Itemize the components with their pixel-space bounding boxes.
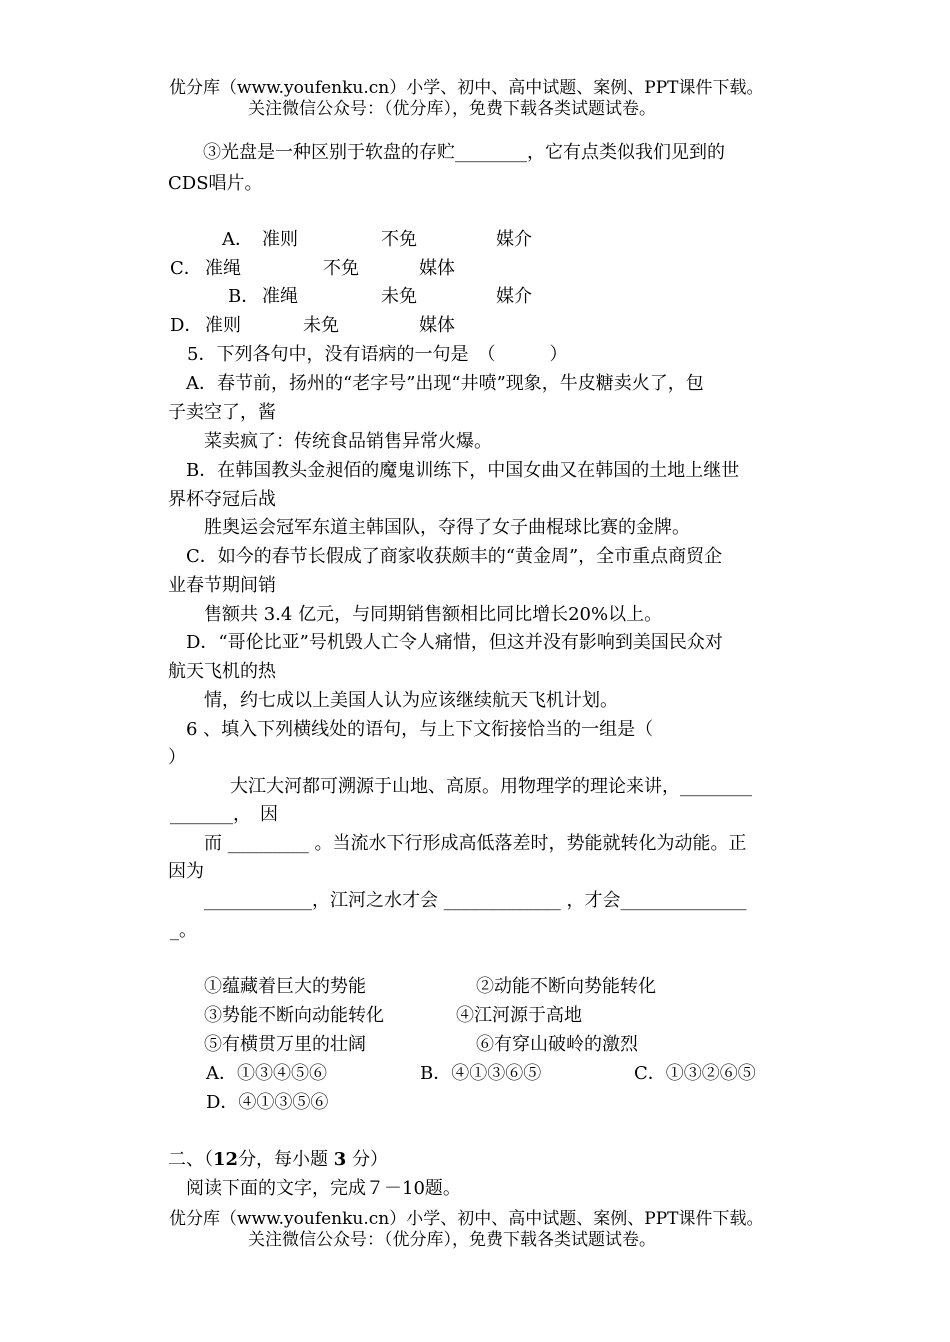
- q4-option-c-letter: C．: [170, 258, 202, 279]
- q6-answer-a: A．①③④⑤⑥: [206, 1063, 327, 1084]
- q6-item-4: ④江河源于高地: [456, 1005, 582, 1026]
- q5-b-line2: 界杯夺冠后战: [168, 489, 276, 510]
- q5-d-line1: D．“哥伦比亚”号机毁人亡令人痛惜，但这并没有影响到美国民众对: [186, 632, 723, 653]
- q6-passage-line3: 而 _________ 。当流水下行形成高低落差时，势能就转化为动能。正: [204, 833, 747, 854]
- q6-item-2: ②动能不断向势能转化: [476, 976, 656, 997]
- section2-suffix: 分）: [352, 1149, 389, 1170]
- q5-b-line1: B．在韩国教头金昶佰的魔鬼训练下，中国女曲又在韩国的土地上继世: [186, 460, 740, 481]
- q4-option-a-letter: A．: [222, 229, 253, 250]
- q4-option-b-letter: B．: [228, 286, 260, 307]
- q5-c-line3: 售额共 3.4 亿元，与同期销售额相比同比增长20%以上。: [204, 604, 663, 625]
- footer-line-2: 关注微信公众号：（优分库），免费下载各类试题试卷。: [248, 1230, 656, 1250]
- q4-option-c-word3: 媒体: [419, 258, 455, 279]
- q6-stem-line2: ）: [168, 747, 186, 768]
- q6-answer-b: B．④①③⑥⑤: [420, 1063, 542, 1084]
- q6-item-1: ①蕴藏着巨大的势能: [204, 976, 366, 997]
- q4-option-a-word1: 准则: [262, 229, 298, 250]
- q5-a-line1: A．春节前，扬州的“老字号”出现“井喷”现象，牛皮糖卖火了，包: [186, 373, 704, 394]
- q6-passage-line4: 因为: [168, 861, 204, 882]
- q6-passage-line2: _______， 因: [170, 804, 278, 825]
- header-line-1: 优分库（www.youfenku.cn）小学、初中、高中试题、案例、PPT课件下载。: [169, 78, 764, 98]
- q6-passage-line6: _。: [170, 920, 197, 941]
- footer-line-1: 优分库（www.youfenku.cn）小学、初中、高中试题、案例、PPT课件下载。: [169, 1209, 764, 1229]
- section2-heading: [168, 1151, 388, 1169]
- q4-option-b-word3: 媒介: [496, 286, 532, 307]
- q6-stem-line1: 6 、填入下列横线处的语句，与上下文衔接恰当的一组是（: [186, 719, 654, 740]
- section2-score: 12: [213, 1149, 239, 1170]
- header-line-2: 关注微信公众号：（优分库），免费下载各类试题试卷。: [248, 99, 656, 119]
- q4-option-b-word1: 准绳: [262, 286, 298, 307]
- section2-mid: 分，每小题: [238, 1149, 329, 1170]
- q5-b-line3: 胜奥运会冠军东道主韩国队，夺得了女子曲棍球比赛的金牌。: [204, 517, 690, 538]
- q5-d-line2: 航天飞机的热: [168, 661, 276, 682]
- section2-prefix: 二、（: [168, 1149, 213, 1170]
- q5-a-line3: 菜卖疯了：传统食品销售异常火爆。: [204, 431, 492, 452]
- q5-a-line2: 子卖空了，酱: [168, 402, 276, 423]
- q5-d-line3: 情，约七成以上美国人认为应该继续航天飞机计划。: [204, 690, 618, 711]
- q4-sentence3-line2: CDS唱片。: [168, 173, 263, 194]
- q4-option-a-word3: 媒介: [496, 229, 532, 250]
- q6-answer-d: D．④①③⑤⑥: [206, 1092, 329, 1113]
- q4-option-d-word3: 媒体: [419, 315, 455, 336]
- q4-option-b-word2: 未免: [381, 286, 417, 307]
- q6-answer-c: C．①③②⑥⑤: [634, 1063, 756, 1084]
- q6-item-6: ⑥有穿山破岭的激烈: [476, 1034, 638, 1055]
- section2-per-score: 3: [333, 1149, 347, 1170]
- q4-option-a-word2: 不免: [381, 229, 417, 250]
- q6-passage-line1: 大江大河都可溯源于山地、高原。用物理学的理论来讲，________: [230, 776, 752, 797]
- q5-stem: 5．下列各句中，没有语病的一句是 （ ）: [187, 344, 568, 365]
- q4-option-d-word2: 未免: [303, 315, 339, 336]
- q4-option-c-word1: 准绳: [205, 258, 241, 279]
- q4-option-d-letter: D．: [170, 315, 203, 336]
- q5-c-line2: 业春节期间销: [168, 575, 276, 596]
- q4-option-c-word2: 不免: [323, 258, 359, 279]
- q4-option-d-word1: 准则: [205, 315, 241, 336]
- q6-item-3: ③势能不断向动能转化: [204, 1005, 384, 1026]
- q4-sentence3-line1: ③光盘是一种区别于软盘的存贮________，它有点类似我们见到的: [203, 142, 725, 163]
- section2-instruction: 阅读下面的文字，完成７－10题。: [186, 1178, 461, 1199]
- q6-item-5: ⑤有横贯万里的壮阔: [204, 1034, 366, 1055]
- q5-c-line1: C．如今的春节长假成了商家收获颇丰的“黄金周”，全市重点商贸企: [186, 546, 723, 567]
- q6-passage-line5: ____________，江河之水才会 _____________ ，才会______________: [204, 890, 747, 911]
